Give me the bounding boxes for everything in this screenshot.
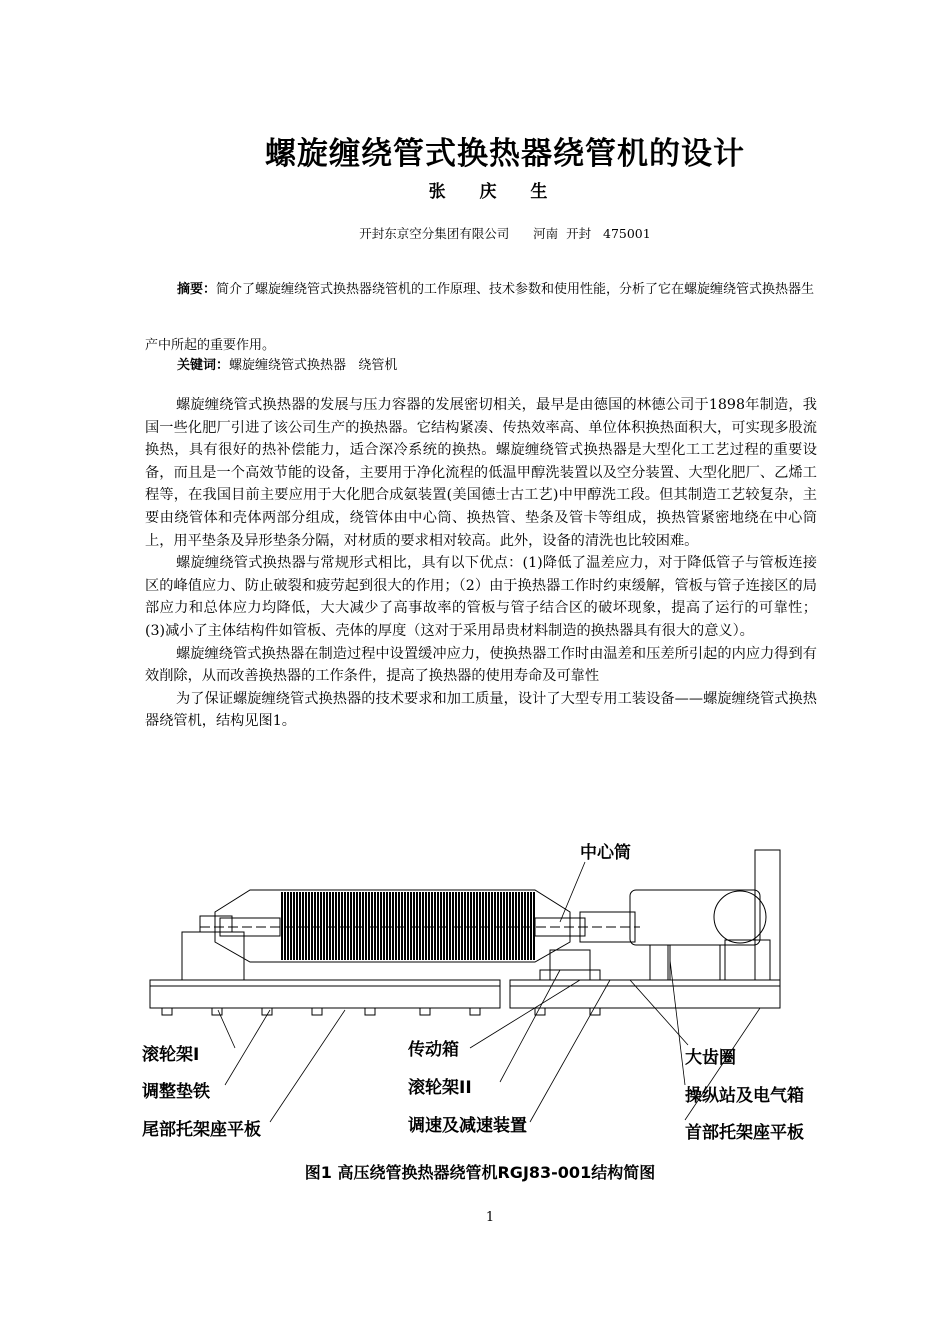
label-speed-reducer: 调速及减速装置 (408, 1116, 527, 1136)
paper-title: 螺旋缠绕管式换热器绕管机的设计 (265, 136, 745, 172)
roller-frame-2 (550, 950, 590, 980)
label-drive-box: 传动箱 (408, 1040, 459, 1060)
label-big-gear: 大齿圈 (685, 1048, 736, 1068)
tail-support (182, 932, 244, 980)
big-gear-housing (630, 890, 760, 945)
keywords-text: 螺旋缠绕管式换热器 绕管机 (229, 358, 398, 373)
paragraph: 螺旋缠绕管式换热器的发展与压力容器的发展密切相关，最早是由德国的林德公司于1898年制造，我国一些化肥厂引进了该公司生产的换热器。它结构紧凑、传热效率高、单位体积换热面积大，可实现多股流换热，具有很好的热补偿能力，适合深冷系统的换热。螺旋缠绕管式换热器是大型化工工艺过程的重要设备，而且是一个高效节能的设备，主要用于净化流程的低温甲醇洗装置以及空分装置、大型化肥厂、乙烯工程等，在我国目前主要应用于大化肥合成氨装置(美国德士古工艺)中甲醇洗工段。但其制造工艺较复杂，主要由绕管体和壳体两部分组成，绕管体由中心筒、换热管、垫条及管卡等组成，换热管紧密地绕在中心筒上，用平垫条及异形垫条分隔，对材质的要求相对较高。此外，设备的清洗也比较困难。 (145, 397, 817, 549)
label-roller-frame-1: 滚轮架I (142, 1045, 200, 1065)
paragraph: 为了保证螺旋缠绕管式换热器的技术要求和加工质量，设计了大型专用工装设备——螺旋缠绕管式换热器绕管机，结构见图1。 (145, 690, 817, 730)
label-tail-plate: 尾部托架座平板 (142, 1120, 261, 1140)
abstract-label: 摘要： (177, 282, 217, 297)
author-name: 张 庆 生 (428, 182, 562, 202)
tube-coils (280, 892, 535, 960)
abstract-text: 简介了螺旋缠绕管式换热器绕管机的工作原理、技术参数和使用性能，分析了它在螺旋缠绕管式换热器生产中所起的重要作用。 (145, 282, 815, 353)
keywords (177, 354, 397, 373)
control-station (670, 945, 720, 980)
label-adjust-shim: 调整垫铁 (142, 1082, 210, 1102)
paragraph: 螺旋缠绕管式换热器与常规形式相比，具有以下优点：(1)降低了温差应力，对于降低管子与管板连接区的峰值应力、防止破裂和疲劳起到很大的作用；（2）由于换热器工作时约束缓解，管板与管子连接区的局部应力和总体应力均降低，大大减少了高事故率的管板与管子结合区的破坏现象，提高了运行的可靠性；(3)减小了主体结构件如管板、壳体的厚度（这对于采用昂贵材料制造的换热器具有很大的意义）。 (145, 555, 817, 639)
gear-plate (755, 850, 780, 980)
body-text (145, 394, 817, 733)
label-control-station: 操纵站及电气箱 (685, 1086, 804, 1106)
keywords-label: 关键词： (177, 358, 230, 373)
figure-winding-machine (140, 830, 820, 1160)
tail-base-plate (150, 980, 500, 1008)
page-number: 1 (485, 1210, 495, 1225)
figure-caption: 图1 高压绕管换热器绕管机RGJ83-001结构简图 (304, 1163, 656, 1182)
label-head-plate: 首部托架座平板 (685, 1123, 804, 1143)
adjust-shims (162, 1008, 600, 1015)
label-roller-frame-2: 滚轮架II (408, 1078, 472, 1098)
affiliation: 开封东京空分集团有限公司 河南 开封 475001 (359, 226, 651, 241)
big-gear (714, 891, 766, 943)
label-center-tube: 中心筒 (580, 843, 631, 863)
electric-box (725, 940, 770, 980)
head-base-plate (510, 980, 780, 1008)
paragraph: 螺旋缠绕管式换热器在制造过程中设置缓冲应力，使换热器工作时由温差和压差所引起的内应力得到有效削除，从而改善换热器的工作条件，提高了换热器的使用寿命及可靠性 (145, 645, 817, 685)
